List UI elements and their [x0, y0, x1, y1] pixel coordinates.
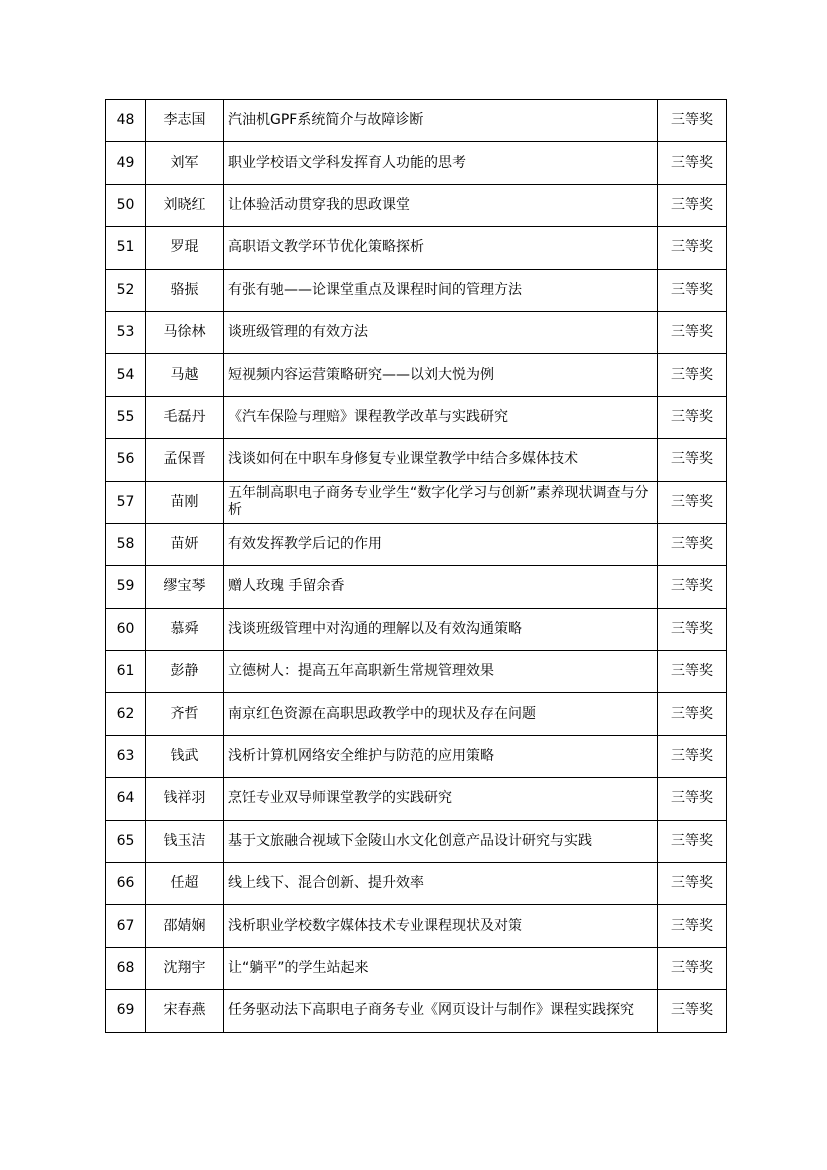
row-number: 65	[106, 820, 146, 862]
award-level: 三等奖	[658, 311, 727, 353]
table-row	[106, 311, 727, 353]
author-name: 骆振	[146, 269, 224, 311]
paper-title: 浅析计算机网络安全维护与防范的应用策略	[224, 735, 658, 777]
award-level: 三等奖	[658, 354, 727, 396]
award-level: 三等奖	[658, 269, 727, 311]
author-name: 缪宝琴	[146, 566, 224, 608]
table-row	[106, 396, 727, 438]
row-number: 51	[106, 227, 146, 269]
award-level: 三等奖	[658, 439, 727, 481]
row-number: 66	[106, 863, 146, 905]
table-row	[106, 863, 727, 905]
paper-title: 基于文旅融合视域下金陵山水文化创意产品设计研究与实践	[224, 820, 658, 862]
table-row	[106, 354, 727, 396]
author-name: 彭静	[146, 651, 224, 693]
row-number: 61	[106, 651, 146, 693]
author-name: 李志国	[146, 100, 224, 142]
award-level: 三等奖	[658, 863, 727, 905]
paper-title: 五年制高职电子商务专业学生“数字化学习与创新”素养现状调查与分析	[224, 481, 658, 523]
author-name: 宋春燕	[146, 990, 224, 1032]
award-level: 三等奖	[658, 481, 727, 523]
row-number: 48	[106, 100, 146, 142]
paper-title: 让“躺平”的学生站起来	[224, 947, 658, 989]
row-number: 54	[106, 354, 146, 396]
table-row	[106, 820, 727, 862]
table-row	[106, 608, 727, 650]
award-table-body	[106, 100, 727, 1033]
table-row	[106, 693, 727, 735]
table-row	[106, 778, 727, 820]
table-row	[106, 481, 727, 523]
row-number: 64	[106, 778, 146, 820]
author-name: 毛磊丹	[146, 396, 224, 438]
award-level: 三等奖	[658, 990, 727, 1032]
award-level: 三等奖	[658, 947, 727, 989]
paper-title: 职业学校语文学科发挥育人功能的思考	[224, 142, 658, 184]
table-row	[106, 227, 727, 269]
row-number: 69	[106, 990, 146, 1032]
table-row	[106, 947, 727, 989]
paper-title: 有效发挥教学后记的作用	[224, 523, 658, 565]
author-name: 任超	[146, 863, 224, 905]
author-name: 钱玉洁	[146, 820, 224, 862]
author-name: 刘晓红	[146, 184, 224, 226]
row-number: 49	[106, 142, 146, 184]
award-level: 三等奖	[658, 608, 727, 650]
table-row	[106, 990, 727, 1032]
award-level: 三等奖	[658, 396, 727, 438]
row-number: 67	[106, 905, 146, 947]
author-name: 苗妍	[146, 523, 224, 565]
row-number: 62	[106, 693, 146, 735]
row-number: 63	[106, 735, 146, 777]
row-number: 56	[106, 439, 146, 481]
table-row	[106, 651, 727, 693]
paper-title: 汽油机GPF系统简介与故障诊断	[224, 100, 658, 142]
table-row	[106, 905, 727, 947]
row-number: 53	[106, 311, 146, 353]
paper-title: 南京红色资源在高职思政教学中的现状及存在问题	[224, 693, 658, 735]
award-level: 三等奖	[658, 227, 727, 269]
row-number: 57	[106, 481, 146, 523]
award-level: 三等奖	[658, 523, 727, 565]
author-name: 苗刚	[146, 481, 224, 523]
award-table	[105, 99, 727, 1033]
paper-title: 浅谈如何在中职车身修复专业课堂教学中结合多媒体技术	[224, 439, 658, 481]
paper-title: 线上线下、混合创新、提升效率	[224, 863, 658, 905]
paper-title: 短视频内容运营策略研究——以刘大悦为例	[224, 354, 658, 396]
author-name: 马越	[146, 354, 224, 396]
table-row	[106, 523, 727, 565]
table-row	[106, 269, 727, 311]
paper-title: 《汽车保险与理赔》课程教学改革与实践研究	[224, 396, 658, 438]
award-level: 三等奖	[658, 100, 727, 142]
row-number: 52	[106, 269, 146, 311]
row-number: 58	[106, 523, 146, 565]
paper-title: 有张有驰——论课堂重点及课程时间的管理方法	[224, 269, 658, 311]
award-level: 三等奖	[658, 651, 727, 693]
author-name: 邵婧娴	[146, 905, 224, 947]
table-row	[106, 439, 727, 481]
row-number: 59	[106, 566, 146, 608]
author-name: 慕舜	[146, 608, 224, 650]
table-row	[106, 735, 727, 777]
table-row	[106, 184, 727, 226]
author-name: 齐哲	[146, 693, 224, 735]
paper-title: 浅析职业学校数字媒体技术专业课程现状及对策	[224, 905, 658, 947]
award-level: 三等奖	[658, 566, 727, 608]
row-number: 55	[106, 396, 146, 438]
award-level: 三等奖	[658, 820, 727, 862]
author-name: 孟保晋	[146, 439, 224, 481]
author-name: 钱武	[146, 735, 224, 777]
row-number: 50	[106, 184, 146, 226]
paper-title: 浅谈班级管理中对沟通的理解以及有效沟通策略	[224, 608, 658, 650]
author-name: 刘军	[146, 142, 224, 184]
table-row	[106, 566, 727, 608]
award-level: 三等奖	[658, 142, 727, 184]
author-name: 马徐林	[146, 311, 224, 353]
paper-title: 立德树人：提高五年高职新生常规管理效果	[224, 651, 658, 693]
award-level: 三等奖	[658, 184, 727, 226]
row-number: 68	[106, 947, 146, 989]
paper-title: 烹饪专业双导师课堂教学的实践研究	[224, 778, 658, 820]
award-level: 三等奖	[658, 905, 727, 947]
paper-title: 高职语文教学环节优化策略探析	[224, 227, 658, 269]
author-name: 钱祥羽	[146, 778, 224, 820]
award-level: 三等奖	[658, 693, 727, 735]
paper-title: 谈班级管理的有效方法	[224, 311, 658, 353]
author-name: 罗琨	[146, 227, 224, 269]
paper-title: 让体验活动贯穿我的思政课堂	[224, 184, 658, 226]
award-level: 三等奖	[658, 778, 727, 820]
award-level: 三等奖	[658, 735, 727, 777]
row-number: 60	[106, 608, 146, 650]
paper-title: 赠人玫瑰 手留余香	[224, 566, 658, 608]
paper-title: 任务驱动法下高职电子商务专业《网页设计与制作》课程实践探究	[224, 990, 658, 1032]
table-row	[106, 100, 727, 142]
table-row	[106, 142, 727, 184]
author-name: 沈翔宇	[146, 947, 224, 989]
